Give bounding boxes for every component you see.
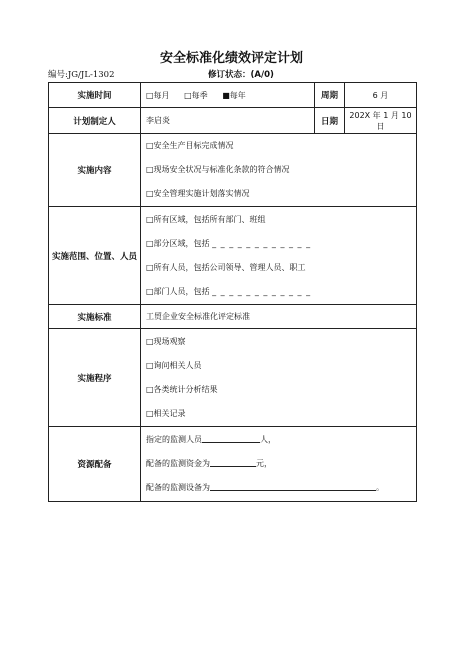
- scope-item-partial-area[interactable]: [141, 232, 416, 256]
- label-procedure: 实施程序: [49, 329, 141, 427]
- scope-item[interactable]: □所有人员，包括公司领导、管理人员、职工: [146, 262, 306, 272]
- standard-value: 工贸企业安全标准化评定标准: [141, 305, 417, 329]
- label-plan-maker: 计划制定人: [49, 108, 141, 134]
- label-scope: 实施范围、位置、人员: [49, 207, 141, 305]
- label-implementation-time: 实施时间: [49, 83, 141, 108]
- frequency-options: [141, 83, 315, 108]
- period-value: 6 月: [345, 83, 417, 108]
- row-procedure: [49, 329, 417, 427]
- content-item[interactable]: □安全管理实施计划落实情况: [146, 189, 250, 198]
- option-yearly[interactable]: ■每年: [222, 90, 246, 100]
- row-resources: [49, 427, 417, 502]
- label-date: 日期: [315, 108, 345, 134]
- row-implementation-time: [49, 83, 417, 108]
- procedure-item[interactable]: □相关记录: [146, 408, 186, 418]
- scope-item-dept-staff[interactable]: [141, 280, 416, 304]
- funding-line: 配备的监测资金为 元，: [146, 459, 272, 468]
- procedure-items: [141, 329, 417, 427]
- scope-item-label: □部门人员，包括: [146, 286, 210, 296]
- plan-form-table: [48, 82, 417, 502]
- label-resources: 资源配备: [49, 427, 141, 502]
- content-item[interactable]: □安全生产目标完成情况: [146, 141, 234, 150]
- blank-fill: _ _ _ _ _ _ _ _ _ _ _ _: [212, 238, 312, 248]
- row-standard: [49, 305, 417, 329]
- scope-items: [141, 207, 417, 305]
- revision-status: 修订状态：(A/0): [208, 70, 274, 80]
- label-content: 实施内容: [49, 134, 141, 207]
- equipment-blank[interactable]: [210, 481, 376, 491]
- procedure-item[interactable]: □各类统计分析结果: [146, 384, 218, 394]
- procedure-item[interactable]: □现场观察: [146, 336, 186, 346]
- content-item[interactable]: □现场安全状况与标准化条款的符合情况: [146, 165, 290, 174]
- page-title: 安全标准化绩效评定计划: [159, 51, 303, 66]
- plan-maker-value: 李启炎: [141, 108, 315, 134]
- row-content: [49, 134, 417, 207]
- document-code: 编号:JG/JL-1302: [48, 70, 115, 80]
- option-quarterly[interactable]: □每季: [184, 90, 208, 100]
- label-period: 周期: [315, 83, 345, 108]
- row-plan-maker: [49, 108, 417, 134]
- row-scope: [49, 207, 417, 305]
- equipment-line: 配备的监测设备为 。: [146, 483, 384, 492]
- date-value: 202X 年 1 月 10 日: [345, 108, 417, 134]
- personnel-blank[interactable]: [202, 433, 260, 443]
- document-subheader: [48, 69, 416, 81]
- label-standard: 实施标准: [49, 305, 141, 329]
- option-monthly[interactable]: □每月: [146, 90, 170, 100]
- scope-item-label: □部分区域，包括: [146, 238, 210, 248]
- procedure-item[interactable]: □询问相关人员: [146, 360, 202, 370]
- resource-lines: [141, 427, 417, 502]
- scope-item[interactable]: □所有区域，包括所有部门、班组: [146, 214, 266, 224]
- personnel-line: 指定的监测人员 人，: [146, 435, 276, 444]
- blank-fill: _ _ _ _ _ _ _ _ _ _ _ _: [212, 286, 312, 296]
- funding-blank[interactable]: [210, 457, 256, 467]
- content-items: [141, 134, 417, 207]
